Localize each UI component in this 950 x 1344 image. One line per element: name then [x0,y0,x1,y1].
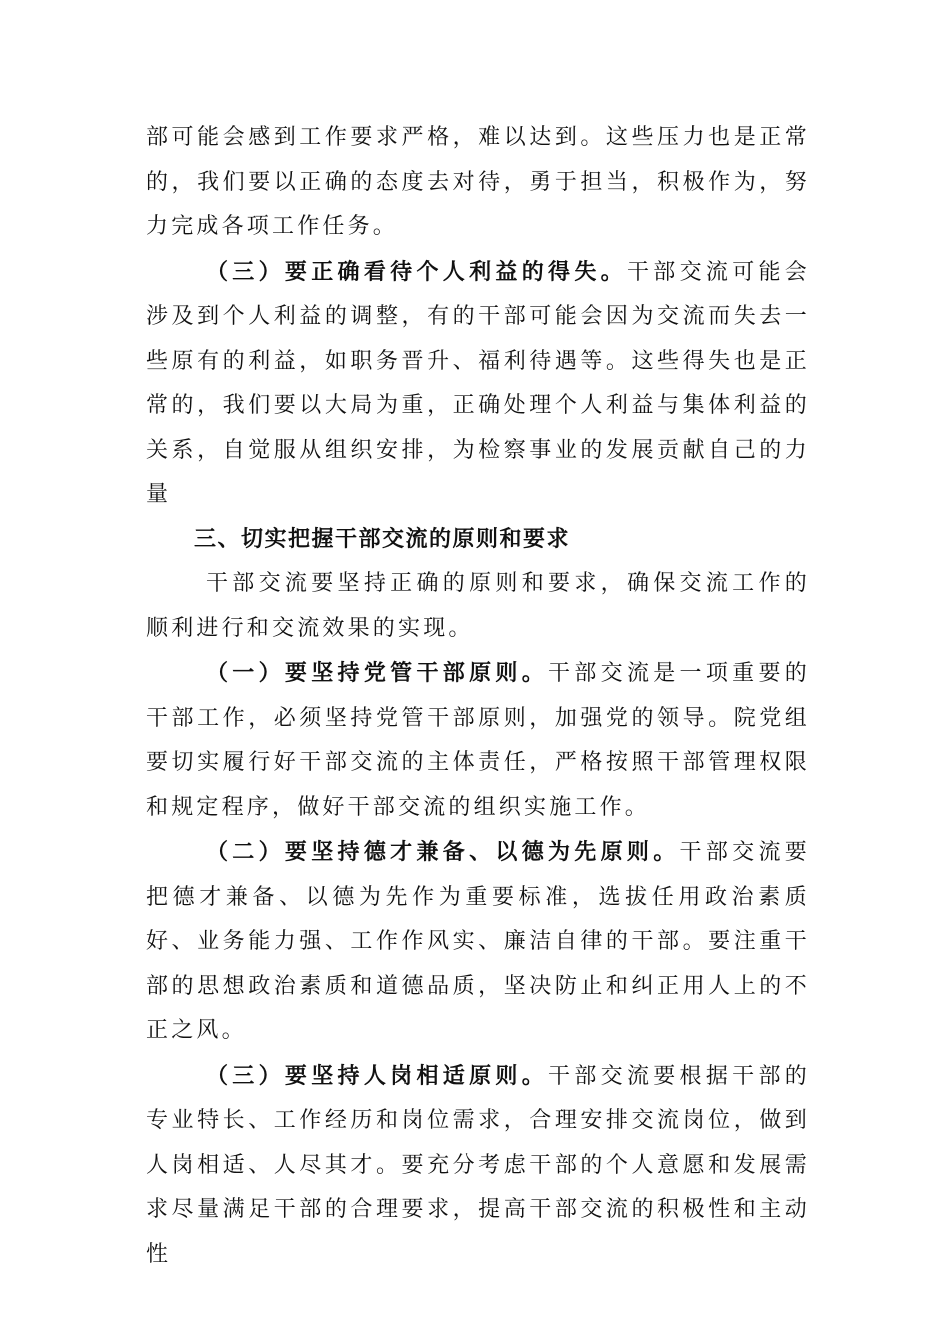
paragraph-virtue-principle [146,830,810,1054]
paragraph-text: 干部交流要坚持正确的原则和要求，确保交流工作的顺利进行和交流效果的实现。 [146,571,810,641]
paragraph-text: 干部交流要根据干部的专业特长、工作经历和岗位需求，合理安排交流岗位，做到人岗相适、人尽其才。要充分考虑干部的个人意愿和发展需求尽量满足干部的合理要求，提高干部交流的积极性和主动性 [146,1063,810,1267]
section-heading: 三、切实把握干部交流的原则和要求 [194,526,571,552]
paragraph-text: 干部交流要把德才兼备、以德为先作为重要标准，选拔任用政治素质好、业务能力强、工作作风实、廉洁自律的干部。要注重干部的思想政治素质和道德品质，坚决防止和纠正用人上的不正之风。 [146,840,810,1043]
paragraph-party-principle [146,651,810,830]
paragraph-lead: （三）要坚持人岗相适原则。 [206,1062,549,1089]
paragraph-fit-principle [146,1054,810,1278]
paragraph-intro [146,562,810,651]
paragraph-lead: （一）要坚持党管干部原则。 [206,660,549,686]
paragraph-text: 部可能会感到工作要求严格，难以达到。这些压力也是正常的，我们要以正确的态度去对待，勇于担当，积极作为，努力完成各项工作任务。 [146,125,810,239]
paragraph-text: 干部交流可能会涉及到个人利益的调整，有的干部可能会因为交流而失去一些原有的利益，如职务晋升、福利待遇等。这些得失也是正常的，我们要以大局为重，正确处理个人利益与集体利益的关系，自觉服从组织安排，为检察事业的发展贡献自己的力量 [146,259,811,507]
paragraph-lead: （三）要正确看待个人利益的得失。 [206,258,627,285]
paragraph-text: 干部交流是一项重要的干部工作，必须坚持党管干部原则，加强党的领导。院党组要切实履行好干部交流的主体责任，严格按照干部管理权限和规定程序，做好干部交流的组织实施工作。 [146,661,810,820]
paragraph-continuation [146,116,810,250]
paragraph-personal-interest [146,250,810,518]
document-body [146,116,810,1277]
paragraph-lead: （二）要坚持德才兼备、以德为先原则。 [206,839,680,865]
